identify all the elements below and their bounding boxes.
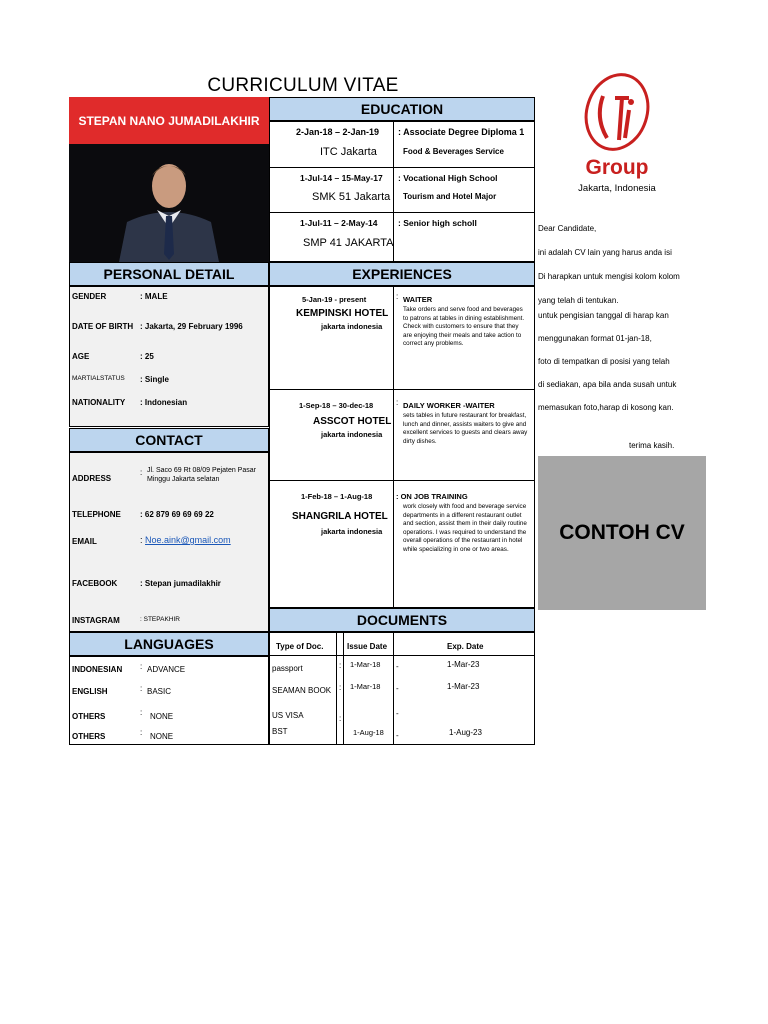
languages-header: LANGUAGES (69, 632, 269, 656)
edu-degree: Associate Degree Diploma 1 (403, 127, 525, 137)
note-line: di sediakan, apa bila anda susah untuk (538, 380, 677, 389)
doc-type: BST (272, 727, 288, 736)
exp-city: jakarta indonesia (321, 322, 383, 331)
edu-dates: 2-Jan-18 – 2-Jan-19 (296, 127, 380, 137)
language-level: BASIC (147, 687, 172, 696)
note-line: Dear Candidate, (538, 224, 597, 233)
language-name: ENGLISH (72, 687, 108, 696)
exp-position: ON JOB TRAINING (400, 492, 468, 501)
edu-dates: 1-Jul-11 – 2-May-14 (300, 218, 378, 228)
contact-header: CONTACT (69, 428, 269, 452)
note-line: menggunakan format 01-jan-18, (538, 334, 652, 343)
exp-description: work closely with food and beverage service departments in a different restaurant outlet and section, assist them in their daily routine operations. I was required to understand the overall operations of the restaurant in hotel while specializing in one or two areas. (403, 503, 527, 553)
note-closing: terima kasih. (629, 441, 675, 450)
doc-issue: 1-Mar-18 (350, 682, 381, 691)
gender-value: MALE (144, 292, 168, 301)
doc-type-header: Type of Doc. (276, 642, 324, 651)
exp-dates: 1-Sep-18 – 30-dec-18 (299, 401, 374, 410)
language-level: ADVANCE (147, 665, 186, 674)
candidate-name: STEPAN NANO JUMADILAKHIR (69, 97, 269, 144)
note-line: foto di tempatkan di posisi yang telah (538, 357, 670, 366)
document-title: CURRICULUM VITAE (207, 75, 399, 96)
marital-label: MARTIALSTATUS (72, 375, 125, 382)
edu-dates: 1-Jul-14 – 15-May-17 (300, 173, 383, 183)
edu-degree: Senior high scholl (403, 218, 477, 228)
language-name: INDONESIAN (72, 665, 123, 674)
note-line: yang telah di tentukan. (538, 296, 619, 305)
exp-description: Take orders and serve food and beverages to patrons at tables in dining establishment. Check with customers to ensure that they are enjoying their meals and take action to correct any problems. (403, 306, 525, 348)
note-line: memasukan foto,harap di kosong kan. (538, 403, 674, 412)
language-level: NONE (150, 732, 174, 741)
logo-group-word: Group (585, 156, 649, 179)
address-value: Jl. Saco 69 Rt 08/09 Pejaten Pasar Minggu Jakarta selatan (147, 467, 256, 483)
instagram-value: STEPAKHIR (143, 616, 180, 623)
gender-label: GENDER (72, 292, 107, 301)
facebook-label: FACEBOOK (72, 579, 118, 588)
doc-exp: 1-Mar-23 (447, 682, 480, 691)
exp-dates: 1-Feb-18 – 1-Aug-18 (301, 492, 373, 501)
doc-type: US VISA (272, 711, 304, 720)
doc-issue-header: Issue Date (347, 642, 388, 651)
doc-exp: 1-Mar-23 (447, 660, 480, 669)
edu-major: Food & Beverages Service (403, 147, 504, 156)
edu-school: ITC Jakarta (320, 146, 377, 158)
facebook-value: Stepan jumadilakhir (144, 579, 221, 588)
personal-detail-header: PERSONAL DETAIL (69, 262, 269, 286)
edu-degree: Vocational High School (403, 173, 498, 183)
dob-label: DATE OF BIRTH (72, 322, 134, 331)
exp-city: jakarta indonesia (321, 430, 383, 439)
telephone-value: 62 879 69 69 69 22 (144, 510, 214, 519)
exp-city: jakarta indonesia (321, 527, 383, 536)
language-level: NONE (150, 712, 174, 721)
exp-hotel: KEMPINSKI HOTEL (296, 308, 389, 319)
exp-hotel: ASSCOT HOTEL (313, 416, 392, 427)
instagram-label: INSTAGRAM (72, 616, 120, 625)
experiences-header: EXPERIENCES (269, 262, 535, 286)
dob-value: Jakarta, 29 February 1996 (144, 322, 243, 331)
doc-exp-header: Exp. Date (447, 642, 484, 651)
marital-value: Single (144, 375, 169, 384)
logo-location: Jakarta, Indonesia (578, 183, 656, 194)
age-label: AGE (72, 352, 90, 361)
doc-exp: 1-Aug-23 (449, 728, 482, 737)
email-link[interactable]: Noe.aink@gmail.com (145, 535, 231, 545)
exp-position: DAILY WORKER -WAITER (403, 401, 495, 410)
note-line: Di harapkan untuk mengisi kolom kolom (538, 272, 680, 281)
note-line: ini adalah CV lain yang harus anda isi (538, 248, 672, 257)
edu-major: Tourism and Hotel Major (403, 192, 497, 201)
edu-school: SMK 51 Jakarta (312, 191, 391, 203)
doc-type: SEAMAN BOOK (272, 686, 332, 695)
email-label: EMAIL (72, 537, 97, 546)
nationality-label: NATIONALITY (72, 398, 126, 407)
telephone-label: TELEPHONE (72, 510, 121, 519)
edu-school: SMP 41 JAKARTA (303, 237, 394, 249)
nationality-value: Indonesian (144, 398, 188, 407)
address-label: ADDRESS (72, 474, 112, 483)
exp-position: WAITER (403, 295, 433, 304)
age-value: 25 (144, 352, 154, 361)
doc-issue: 1-Mar-18 (350, 660, 381, 669)
company-logo (565, 68, 675, 208)
doc-type: passport (272, 664, 303, 673)
doc-issue: 1-Aug-18 (353, 728, 384, 737)
education-header: EDUCATION (269, 97, 535, 121)
exp-hotel: SHANGRILA HOTEL (292, 511, 388, 522)
language-name: OTHERS (72, 732, 106, 741)
exp-dates: 5-Jan-19 - present (302, 295, 367, 304)
documents-header: DOCUMENTS (269, 608, 535, 632)
sample-cv-banner: CONTOH CV (538, 456, 706, 610)
note-line: untuk pengisian tanggal di harap kan (538, 311, 669, 320)
language-name: OTHERS (72, 712, 106, 721)
exp-description: sets tables in future restaurant for breakfast, lunch and dinner, assists waiters to give and excellent services to guests and clears away dirty dishes. (403, 412, 528, 445)
candidate-photo (69, 144, 269, 262)
